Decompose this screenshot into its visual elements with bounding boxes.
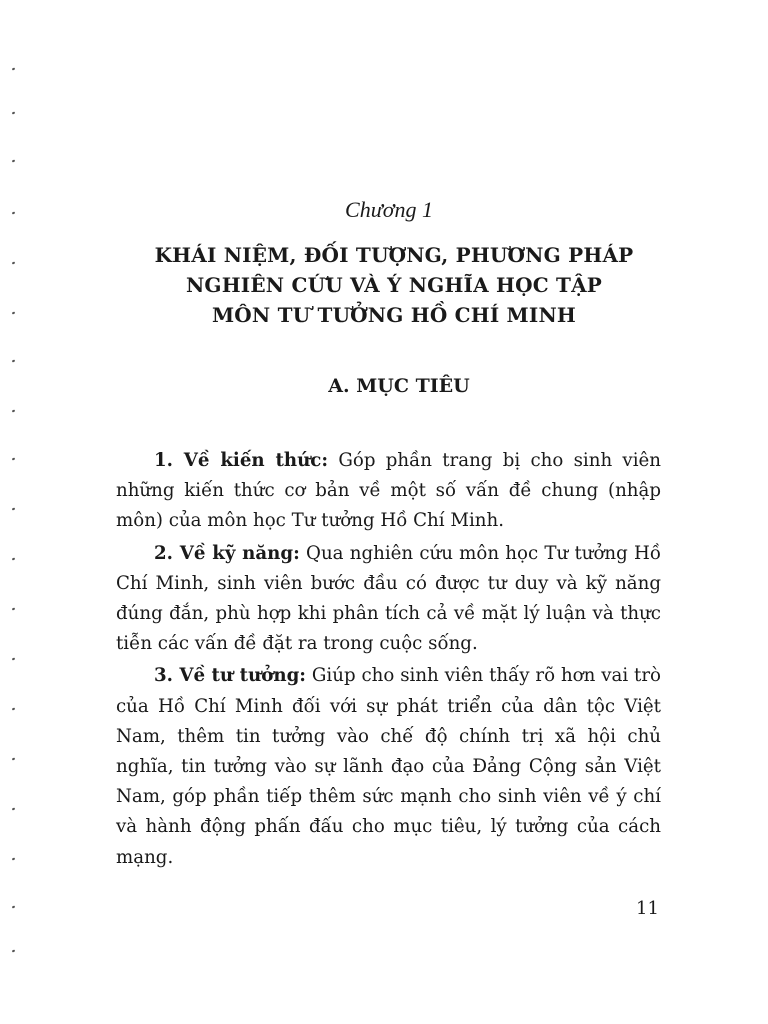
chapter-title-line: KHÁI NIỆM, ĐỐI TƯỢNG, PHƯƠNG PHÁP xyxy=(154,243,634,267)
paragraph-text: Qua nghiên cứu môn học Tư tưởng Hồ Chí Minh, sinh viên bước đầu có được tư duy và kỹ năng đúng đắn, phù hợp khi phân tích cả về mặt lý luận và thực tiễn các vấn đề đặt ra trong cuộc sống. xyxy=(116,542,661,655)
body-text xyxy=(116,446,661,875)
paragraph-lead: 2. Về kỹ năng: xyxy=(154,542,300,564)
chapter-label: Chương 1 xyxy=(345,197,433,222)
chapter-title xyxy=(0,240,768,330)
paragraph-text: Góp phần trang bị cho sinh viên những kiến thức cơ bản về một số vấn đề chung (nhập môn) của môn học Tư tưởng Hồ Chí Minh. xyxy=(116,450,662,532)
paragraph-knowledge xyxy=(116,446,661,537)
paragraph-lead: 3. Về tư tưởng: xyxy=(154,665,306,687)
paragraph-skills xyxy=(116,539,661,660)
chapter-title-line: NGHIÊN CỨU VÀ Ý NGHĨA HỌC TẬP xyxy=(185,273,603,297)
paragraph-lead: 1. Về kiến thức: xyxy=(154,450,329,471)
paragraph-text: Giúp cho sinh viên thấy rõ hơn vai trò của Hồ Chí Minh đối với sự phát triển của dân tộc Việt Nam, thêm tin tưởng vào chế độ chính trị xã hội chủ nghĩa, tin tưởng vào sự lãnh đạo của Đảng Cộng sản Việt Nam, góp phần tiếp thêm sức mạnh cho sinh viên về ý chí và hành động phấn đấu cho mục tiêu, lý tưởng của cách mạng. xyxy=(116,665,661,868)
section-heading: A. MỤC TIÊU xyxy=(328,375,470,397)
paragraph-ideology xyxy=(116,661,661,872)
chapter-title-line: MÔN TƯ TƯỞNG HỒ CHÍ MINH xyxy=(211,303,577,327)
page-number: 11 xyxy=(636,898,659,919)
